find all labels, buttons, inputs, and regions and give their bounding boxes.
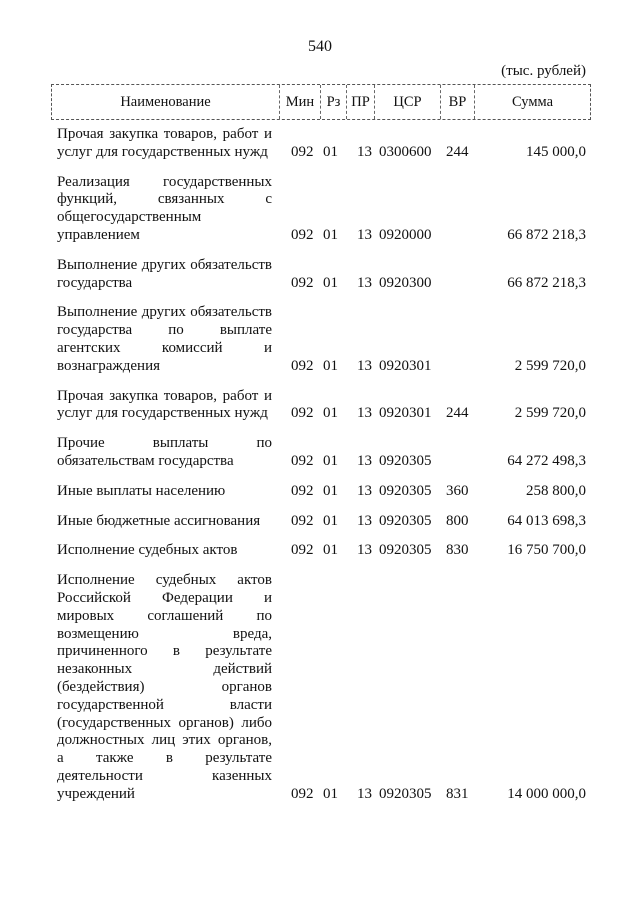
row-csr: 0920305: [379, 542, 432, 559]
row-pr: 13: [357, 452, 372, 469]
table-body: [57, 126, 592, 816]
row-min: 092: [291, 274, 314, 291]
row-sum: 66 872 218,3: [507, 226, 586, 243]
row-name: Выполнение других обязательств государства: [57, 256, 272, 291]
row-vr: 360: [446, 482, 469, 499]
row-rz: 01: [323, 405, 338, 422]
row-vr: 830: [446, 542, 469, 559]
row-sum: 64 013 698,3: [507, 512, 586, 529]
row-name: Иные выплаты населению: [57, 482, 226, 499]
row-name: Прочая закупка товаров, работ и услуг для государственных нужд: [57, 387, 272, 422]
row-csr: 0920301: [379, 357, 432, 374]
row-sum: 64 272 498,3: [507, 452, 586, 469]
row-pr: 13: [357, 512, 372, 529]
table-row: [57, 388, 592, 424]
row-csr: 0920305: [379, 452, 432, 469]
header-csr: ЦСР: [375, 85, 441, 119]
row-vr: 244: [446, 143, 469, 160]
row-min: 092: [291, 542, 314, 559]
row-sum: 2 599 720,0: [514, 405, 586, 422]
row-csr: 0920305: [379, 785, 432, 802]
table-row: [57, 126, 592, 162]
row-rz: 01: [323, 785, 338, 802]
table-row: [57, 257, 592, 293]
row-name: Прочие выплаты по обязательствам государства: [57, 435, 272, 469]
row-min: 092: [291, 143, 314, 160]
header-pr: ПР: [347, 85, 375, 119]
table-row: [57, 572, 592, 803]
row-name: Реализация государственных функций, связанных с общегосударственным управлением: [57, 173, 272, 243]
row-csr: 0300600: [379, 143, 432, 160]
row-name: Исполнение судебных актов: [57, 542, 238, 559]
row-pr: 13: [357, 482, 372, 499]
row-rz: 01: [323, 512, 338, 529]
header-sum: Сумма: [511, 93, 554, 110]
row-min: 092: [291, 405, 314, 422]
row-min: 092: [291, 512, 314, 529]
row-pr: 13: [357, 542, 372, 559]
row-sum: 2 599 720,0: [514, 357, 586, 374]
row-rz: 01: [323, 226, 338, 243]
row-pr: 13: [357, 405, 372, 422]
table-row: [57, 483, 592, 501]
row-rz: 01: [323, 452, 338, 469]
row-name: Прочая закупка товаров, работ и услуг для государственных нужд: [57, 126, 272, 160]
row-sum: 16 750 700,0: [507, 542, 586, 559]
row-sum: 258 800,0: [526, 482, 586, 499]
header-vr: ВР: [441, 85, 475, 119]
table-row: [57, 304, 592, 375]
row-rz: 01: [323, 357, 338, 374]
row-rz: 01: [323, 274, 338, 291]
header-min: Мин: [280, 85, 321, 119]
table-row: [57, 174, 592, 245]
row-min: 092: [291, 785, 314, 802]
row-sum: 145 000,0: [526, 143, 586, 160]
row-name: Иные бюджетные ассигнования: [57, 512, 261, 529]
header-name: Наименование: [52, 85, 280, 119]
row-name: Исполнение судебных актов Российской Федерации и мировых соглашений по возмещению вреда, причиненного в результате незаконных действий (бездействия) органов государственной власти (государственных органов) либо должностных лиц этих органов, а также в результате деятельности казенных учреждений: [57, 572, 272, 802]
row-sum: 66 872 218,3: [507, 274, 586, 291]
table-row: [57, 513, 592, 531]
row-pr: 13: [357, 143, 372, 160]
table-row: [57, 542, 592, 560]
row-min: 092: [291, 226, 314, 243]
row-min: 092: [291, 452, 314, 469]
row-pr: 13: [357, 226, 372, 243]
row-rz: 01: [323, 143, 338, 160]
row-pr: 13: [357, 357, 372, 374]
row-vr: 244: [446, 405, 469, 422]
units-label: (тыс. рублей): [501, 63, 586, 79]
row-csr: 0920301: [379, 405, 432, 422]
row-pr: 13: [357, 274, 372, 291]
row-csr: 0920000: [379, 226, 432, 243]
table-header: [51, 84, 591, 120]
header-rz: Рз: [321, 85, 347, 119]
row-csr: 0920300: [379, 274, 432, 291]
row-vr: 800: [446, 512, 469, 529]
row-csr: 0920305: [379, 482, 432, 499]
row-sum: 14 000 000,0: [507, 785, 586, 802]
row-rz: 01: [323, 542, 338, 559]
row-csr: 0920305: [379, 512, 432, 529]
row-pr: 13: [357, 785, 372, 802]
table-row: [57, 435, 592, 471]
row-name: Выполнение других обязательств государства по выплате агентских комиссий и вознаграждения: [57, 304, 272, 374]
row-min: 092: [291, 357, 314, 374]
row-vr: 831: [446, 785, 469, 802]
page-number: 540: [308, 38, 332, 55]
row-rz: 01: [323, 482, 338, 499]
row-min: 092: [291, 482, 314, 499]
